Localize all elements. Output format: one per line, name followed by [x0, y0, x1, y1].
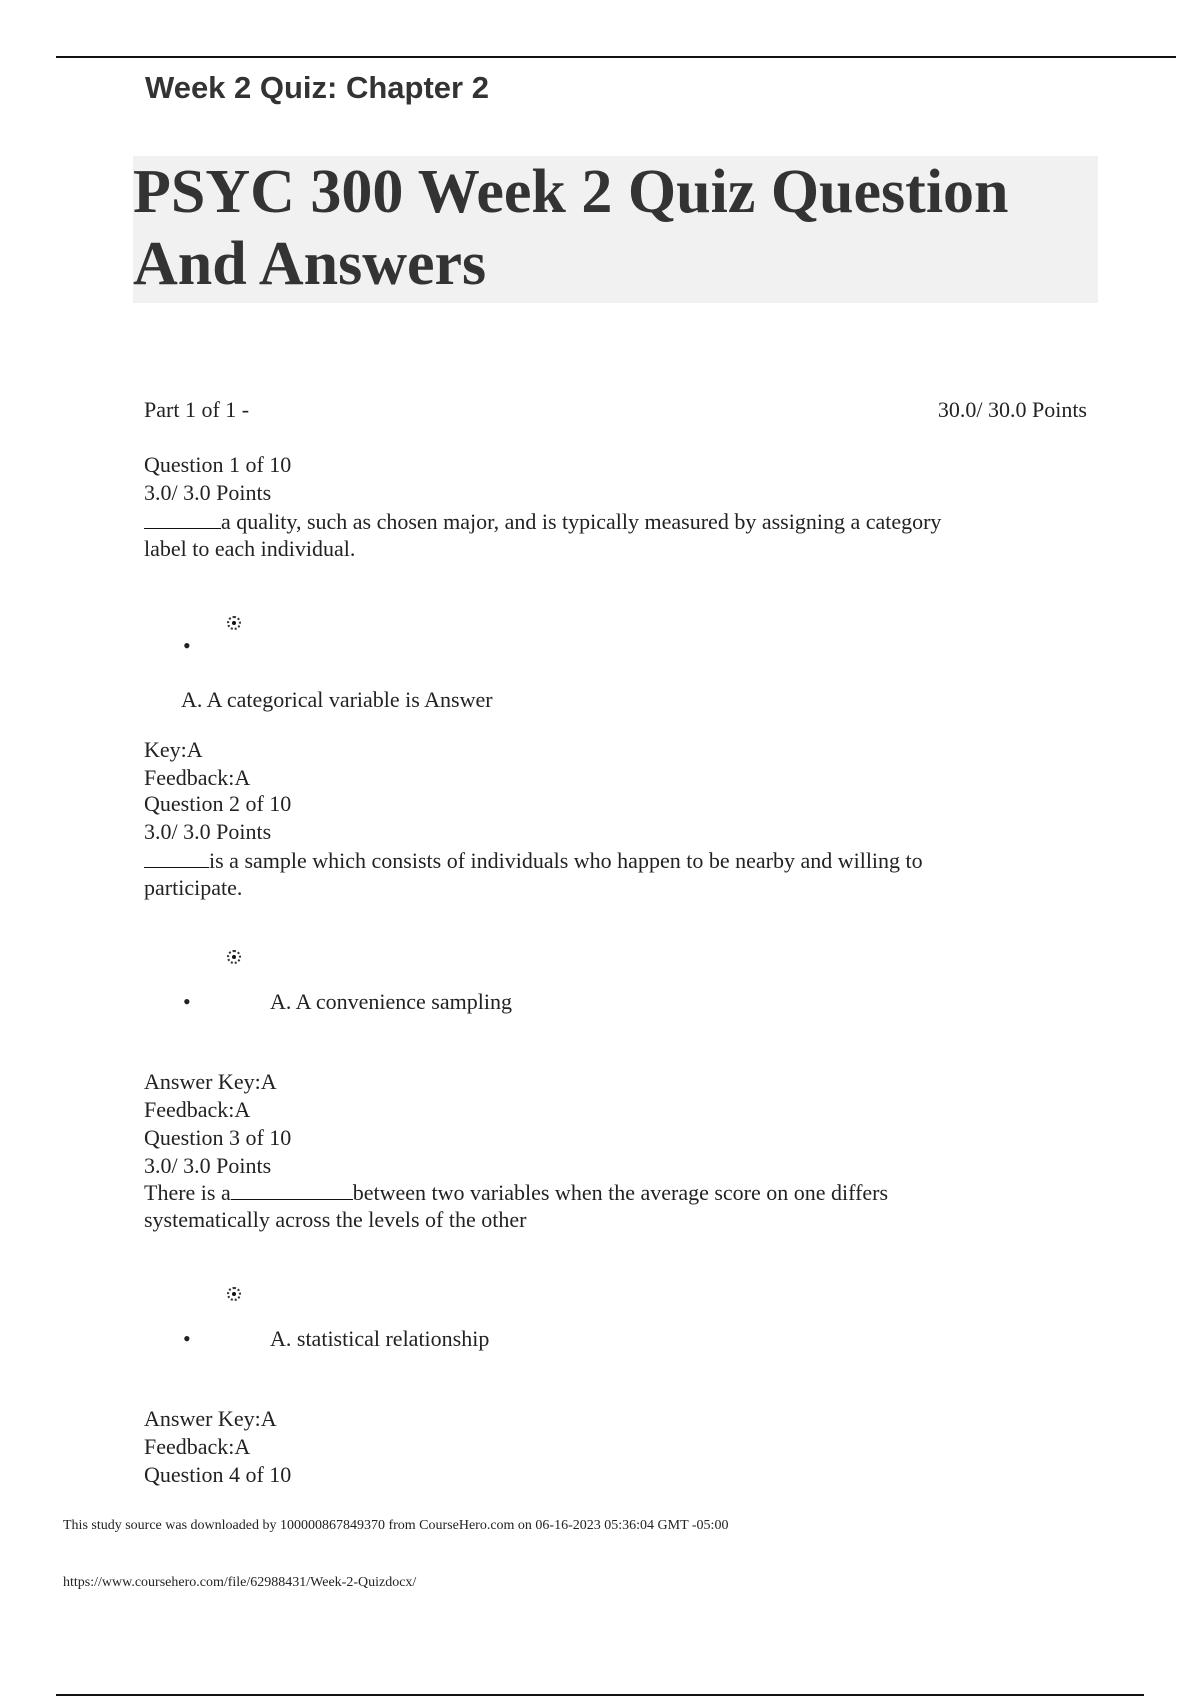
question-3-number: Question 3 of 10	[144, 1125, 292, 1150]
source-url[interactable]: https://www.coursehero.com/file/62988431/Week-2-Quizdocx/	[63, 1575, 417, 1590]
question-2-points: 3.0/ 3.0 Points	[144, 819, 272, 844]
radio-selected-icon[interactable]	[227, 1287, 241, 1301]
bullet-icon: •	[183, 989, 191, 1014]
question-3-feedback: Feedback:A	[144, 1434, 251, 1459]
question-1-number: Question 1 of 10	[144, 452, 292, 477]
answer-blank	[144, 846, 209, 868]
answer-blank	[231, 1178, 353, 1200]
question-3-option-a: A. statistical relationship	[270, 1326, 490, 1351]
question-4-number: Question 4 of 10	[144, 1462, 292, 1487]
part-points: 30.0/ 30.0 Points	[937, 397, 1087, 422]
question-1-text: a quality, such as chosen major, and is typically measured by assigning a category	[144, 507, 941, 536]
question-3-key: Answer Key:A	[144, 1406, 277, 1431]
bullet-icon: •	[183, 1326, 191, 1351]
question-2-feedback: Feedback:A	[144, 1097, 251, 1122]
question-2-number: Question 2 of 10	[144, 791, 292, 816]
answer-blank	[144, 507, 221, 529]
question-2-key: Answer Key:A	[144, 1069, 277, 1094]
radio-selected-icon[interactable]	[227, 950, 241, 964]
part-label: Part 1 of 1 -	[144, 397, 250, 422]
question-2-text-cont: participate.	[144, 875, 243, 900]
question-1-key: Key:A	[144, 737, 203, 762]
page-title: PSYC 300 Week 2 Quiz Question And Answers	[133, 158, 1009, 298]
bullet-icon: •	[183, 633, 191, 658]
question-1-points: 3.0/ 3.0 Points	[144, 480, 272, 505]
question-1-text-cont: label to each individual.	[144, 536, 356, 561]
document-heading: Week 2 Quiz: Chapter 2	[145, 70, 489, 105]
question-3-text-cont: systematically across the levels of the other	[144, 1207, 527, 1232]
question-2-text: is a sample which consists of individuals who happen to be nearby and willing to	[144, 846, 923, 875]
question-2-option-a: A. A convenience sampling	[270, 989, 512, 1014]
question-3-text: There is a between two variables when the average score on one differs	[144, 1180, 889, 1205]
top-rule	[56, 56, 1176, 58]
question-1-feedback: Feedback:A	[144, 765, 251, 790]
bottom-rule	[56, 1694, 1144, 1696]
download-notice: This study source was downloaded by 100000867849370 from CourseHero.com on 06-16-2023 05:36:04 GMT -05:00	[63, 1518, 729, 1533]
question-3-points: 3.0/ 3.0 Points	[144, 1153, 272, 1178]
radio-selected-icon[interactable]	[227, 616, 241, 630]
question-1-option-a: A. A categorical variable is Answer	[181, 687, 493, 712]
